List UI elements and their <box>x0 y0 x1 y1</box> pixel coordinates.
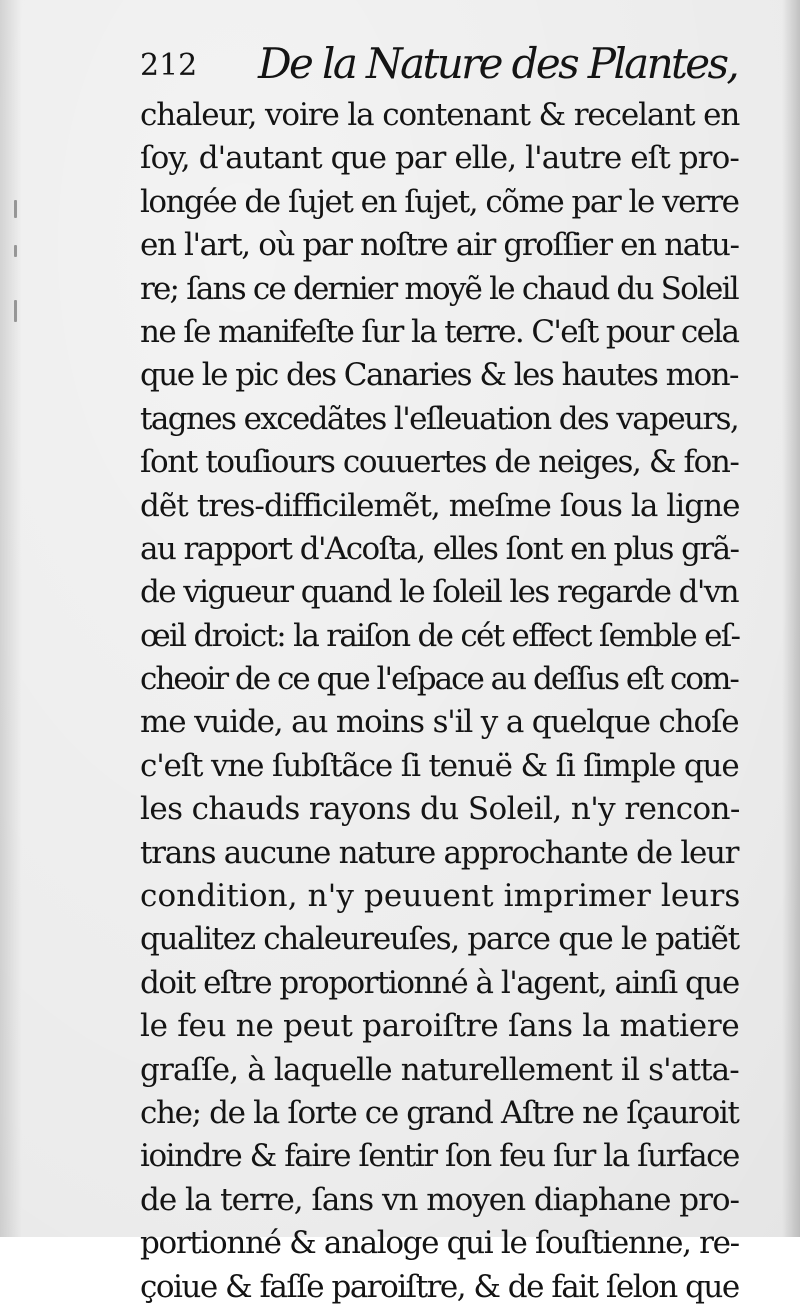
text-line: condition, n'y peuuent imprimer leurs <box>140 878 741 915</box>
body-text <box>140 94 740 1309</box>
text-line: me vuide, au moins s'il y a quelque choſe <box>140 704 739 741</box>
text-line: de la terre, ſans vn moyen diaphane pro- <box>140 1181 740 1218</box>
text-line: graſſe, à laquelle naturellement il s'atta- <box>140 1051 739 1088</box>
text-line: cheoir de ce que l'eſpace au deſſus eſt com- <box>140 661 738 698</box>
text-line: ioindre & faire ſentir ſon feu ſur la ſurface <box>140 1138 739 1175</box>
text-line: trans aucune nature approchante de leur <box>140 834 739 871</box>
text-line: au rapport d'Acoſta, elles ſont en plus grã- <box>140 530 739 567</box>
text-line: c'eſt vne ſubſtãce ſi tenuë & ſi ſimple que <box>140 747 739 784</box>
text-line: portionné & analoge qui le ſouſtienne, re- <box>140 1225 739 1262</box>
page-header <box>140 38 740 94</box>
text-line: œil droict: la raiſon de cét effect ſemble eſ- <box>140 617 740 654</box>
running-title: De la Nature des Plantes, <box>258 39 738 88</box>
text-line: ſont touſiours couuertes de neiges, & fon- <box>140 444 739 481</box>
text-line: doit eſtre proportionné à l'agent, ainſi que <box>140 964 739 1001</box>
right-page-shadow <box>782 0 800 1237</box>
text-line: que le pic des Canaries & les hautes mon- <box>140 357 738 394</box>
text-line: re; ſans ce dernier moyẽ le chaud du Soleil <box>140 270 738 307</box>
text-line: che; de la ſorte ce grand Aſtre ne ſçauroit <box>140 1094 739 1131</box>
text-line: chaleur, voire la contenant & recelant en <box>140 97 740 133</box>
text-line: longée de ſujet en ſujet, cõme par le verre <box>140 183 739 220</box>
text-line: ne ſe manifeſte ſur la terre. C'eſt pour cela <box>140 313 739 350</box>
text-line: en l'art, où par noſtre air groſſier en natu- <box>140 227 739 264</box>
left-page-shadow <box>0 0 22 1237</box>
text-line: de vigueur quand le ſoleil les regarde d'vn <box>140 574 739 611</box>
page-number: 212 <box>140 48 198 83</box>
text-line: çoiue & faſſe paroiſtre, & de fait ſelon que <box>140 1268 739 1305</box>
text-line: les chauds rayons du Soleil, n'y rencon- <box>140 791 740 828</box>
text-line: ſoy, d'autant que par elle, l'autre eſt pro- <box>140 140 739 177</box>
text-line: dẽt tres-difficilemẽt, meſme ſous la ligne <box>140 487 740 524</box>
margin-mark <box>14 300 17 322</box>
margin-mark <box>14 245 17 257</box>
text-line: qualitez chaleureuſes, parce que le patiẽt <box>140 921 739 958</box>
text-line: le feu ne peut paroiſtre ſans la matiere <box>140 1008 740 1045</box>
margin-mark <box>14 200 17 218</box>
text-line: tagnes excedãtes l'eſleuation des vapeurs, <box>140 400 739 437</box>
